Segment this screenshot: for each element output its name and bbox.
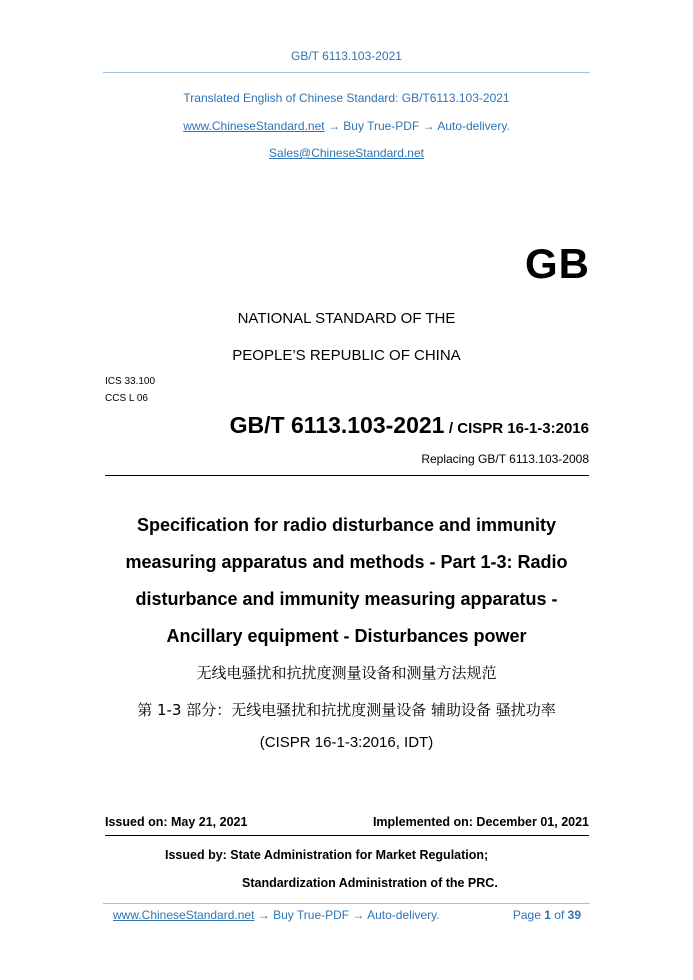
title-en-line-1: Specification for radio disturbance and immunity <box>136 515 557 535</box>
translated-line: Translated English of Chinese Standard: GB/T6113.103-2021 <box>183 91 510 105</box>
national-line-2: PEOPLE’S REPUBLIC OF CHINA <box>232 347 461 364</box>
page-word: Page <box>512 908 541 922</box>
ccs-code: CCS L 06 <box>105 393 148 404</box>
standard-rule <box>105 475 589 476</box>
issued-date: Issued on: May 21, 2021 <box>105 815 248 829</box>
title-cn-line-1: 无线电骚扰和抗扰度测量设备和测量方法规范 <box>196 664 497 682</box>
issuer-line-2: Standardization Administration of the PRC. <box>242 876 498 890</box>
running-head: GB/T 6113.103-2021 <box>291 49 402 63</box>
promo-line <box>0 119 693 133</box>
title-cn-line-2: 第 1-3 部分：无线电骚扰和抗扰度测量设备 辅助设备 骚扰功率 <box>137 701 556 719</box>
footer-promo <box>113 908 440 922</box>
email-line <box>0 146 693 160</box>
page-number: 1 <box>544 908 551 922</box>
dates-rule <box>105 835 589 836</box>
title-en-line-3: disturbance and immunity measuring apparatus - <box>135 589 558 609</box>
of-word: of <box>554 908 565 922</box>
page-total: 39 <box>567 908 581 922</box>
footer-rule <box>103 903 590 904</box>
replacing-line: Replacing GB/T 6113.103-2008 <box>421 452 589 466</box>
title-en-line-2: measuring apparatus and methods - Part 1-3: Radio <box>125 552 568 572</box>
ics-code: ICS 33.100 <box>105 376 156 387</box>
issuer-line-1: Issued by: State Administration for Market Regulation; <box>165 848 489 862</box>
national-line-1: NATIONAL STANDARD OF THE <box>237 310 456 327</box>
cispr-number: / CISPR 16-1-3:2016 <box>448 420 589 437</box>
standard-number-line <box>230 412 589 439</box>
email-link[interactable]: Sales@ChineseStandard.net <box>269 146 424 160</box>
gb-logo: GB <box>525 240 590 287</box>
site-link[interactable]: www.ChineseStandard.net <box>183 119 325 133</box>
buy-text: → Buy True-PDF → Auto-delivery. <box>327 119 510 133</box>
title-en-line-4: Ancillary equipment - Disturbances power <box>166 626 527 646</box>
footer-buy-text: → Buy True-PDF → Auto-delivery. <box>257 908 440 922</box>
title-idt: (CISPR 16-1-3:2016, IDT) <box>259 734 434 751</box>
page-counter <box>513 908 581 922</box>
footer-site-link[interactable]: www.ChineseStandard.net <box>113 908 255 922</box>
implemented-date: Implemented on: December 01, 2021 <box>372 815 589 829</box>
standard-number: GB/T 6113.103-2021 <box>229 412 445 438</box>
header-rule <box>103 72 590 73</box>
